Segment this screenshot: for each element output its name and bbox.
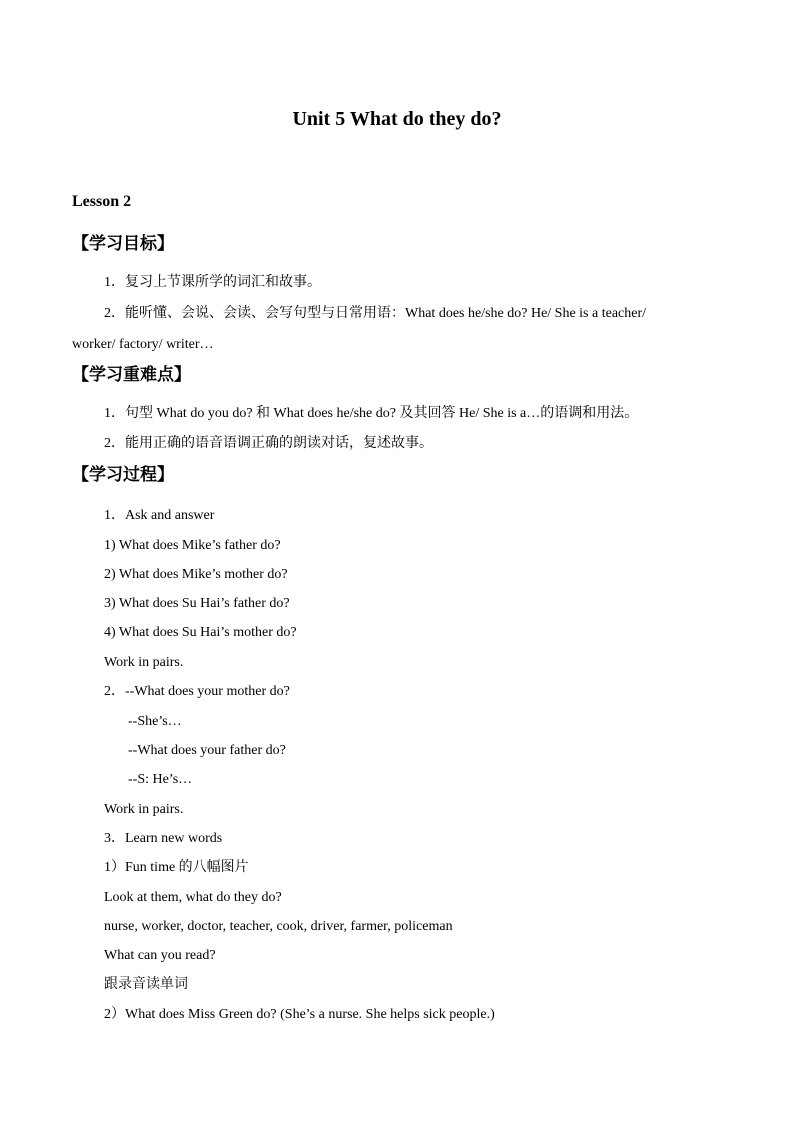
process-line: What can you read? bbox=[104, 948, 216, 963]
objectives-heading: 【学习目标】 bbox=[72, 234, 174, 254]
process-line: 3．Learn new words bbox=[104, 831, 223, 846]
process-line: nurse, worker, doctor, teacher, cook, driver, farmer, policeman bbox=[104, 919, 453, 934]
process-line: 1) What does Mike’s father do? bbox=[104, 538, 281, 553]
process-line: Work in pairs. bbox=[104, 655, 184, 670]
process-line: Work in pairs. bbox=[104, 802, 184, 817]
process-line: 2．--What does your mother do? bbox=[104, 684, 290, 699]
process-line: --She’s… bbox=[128, 714, 182, 729]
key-points-heading: 【学习重难点】 bbox=[72, 365, 191, 385]
lesson-label: Lesson 2 bbox=[72, 193, 132, 210]
process-line: --S: He’s… bbox=[128, 772, 193, 787]
key-point-item-2: 2．能用正确的语音语调正确的朗读对话，复述故事。 bbox=[104, 436, 433, 451]
objective-item-2: 2．能听懂、会说、会读、会写句型与日常用语：What does he/she do? He/ She is a teacher/ bbox=[104, 306, 647, 321]
page-title: Unit 5 What do they do? bbox=[292, 108, 502, 130]
process-line: 4) What does Su Hai’s mother do? bbox=[104, 625, 297, 640]
process-line: 2) What does Mike’s mother do? bbox=[104, 567, 288, 582]
objective-item-2-continued: worker/ factory/ writer… bbox=[72, 337, 214, 352]
process-line: 1）Fun time 的八幅图片 bbox=[104, 860, 249, 875]
process-heading: 【学习过程】 bbox=[72, 465, 174, 485]
process-line: 1．Ask and answer bbox=[104, 508, 215, 523]
process-line: 跟录音读单词 bbox=[104, 977, 188, 992]
process-line: Look at them, what do they do? bbox=[104, 890, 282, 905]
objective-item-1: 1．复习上节课所学的词汇和故事。 bbox=[104, 275, 321, 290]
process-line: 3) What does Su Hai’s father do? bbox=[104, 596, 290, 611]
process-line: 2）What does Miss Green do? (She’s a nurse. She helps sick people.) bbox=[104, 1007, 495, 1022]
key-point-item-1: 1．句型 What do you do? 和 What does he/she do? 及其回答 He/ She is a…的语调和用法。 bbox=[104, 406, 639, 421]
process-line: --What does your father do? bbox=[128, 743, 286, 758]
